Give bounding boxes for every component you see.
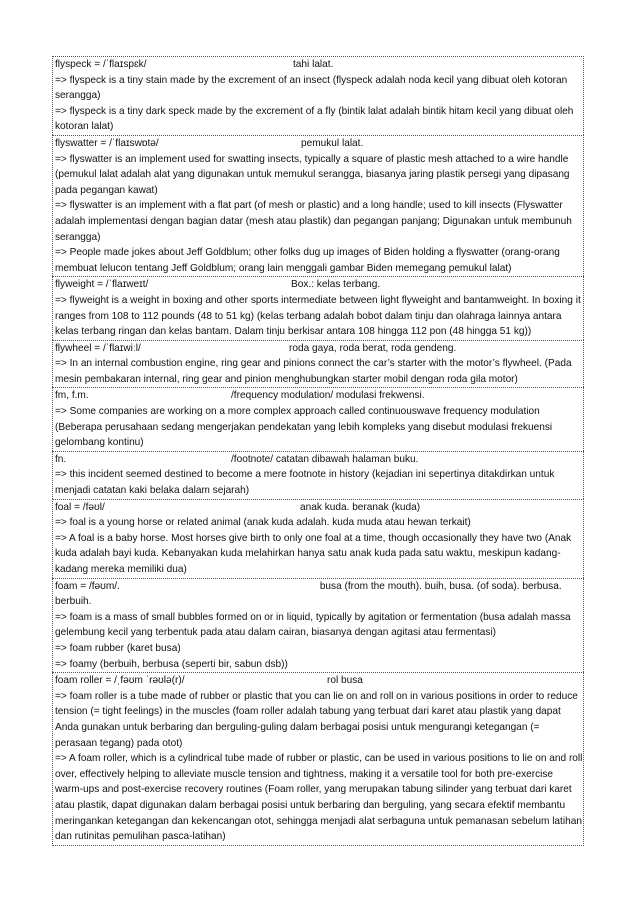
entry-term: fn. [55,453,67,465]
entry-head [55,57,583,73]
entry-fn [52,451,584,499]
entry-term: foam = /fəʊm/. [55,580,120,592]
entry-translation: /frequency modulation/ modulasi frekwensi. [231,390,425,402]
entry-term: flywheel = /ˈflaɪwiːl/ [55,342,141,354]
dictionary-table [52,56,584,846]
entry-example: => flyspeck is a tiny dark speck made by the excrement of a fly (bintik lalat adalah bintik hitam kecil yang dibuat oleh kotoran lalat) [55,105,574,133]
entry-example: => flyswatter is an implement with a flat part (of mesh or plastic) and a long handle; used to kill insects (Flyswatter adalah implementasi dengan bagian datar (mesh atau plastik) dan pegangan panjang; Digunakan untuk membunuh serangga) [55,200,572,243]
entry-example: => flyswatter is an implement used for swatting insects, typically a square of plastic mesh attached to a wire handle (pemukul lalat adalah alat yang digunakan untuk memukul serangga, biasanya jaring plastik persegi yang dipasang pada pegangan kawat) [55,153,570,196]
entry-head [55,673,583,689]
entry-translation: tahi lalat. [293,59,334,70]
entry-example: => flyspeck is a tiny stain made by the excrement of an insect (flyspeck adalah noda kecil yang dibuat oleh kotoran serangga) [55,74,568,102]
entry-example: => A foal is a baby horse. Most horses give birth to only one foal at a time, though occasionally they have two (Anak kuda adalah bayi kuda. Kebanyakan kuda melahirkan hanya satu anak kuda pada satu waktu, meskipun kadang-kadang mereka memiliki dua) [55,532,572,575]
entry-term: flyspeck = /ˈflaɪspɛk/ [55,59,147,70]
entry-translation: roda gaya, roda berat, roda gendeng. [289,342,457,354]
entry-example: => flyweight is a weight in boxing and other sports intermediate between light flyweight and bantamweight. In boxing it ranges from 108 to 112 pounds (48 to 51 kg) (kelas terbang adalah bobot dalam tinju dan olahraga lainnya antara kelas terbang ringan dan kelas bantam. Dalam tinju berkisar antara 108 hingga 112 pon (48 hingga 51 kg)) [55,294,581,338]
entry-term: flyweight = /ˈflaɪweɪt/ [55,279,149,291]
entry-term: fm, f.m. [55,390,89,402]
entry-translation: Box.: kelas terbang. [291,279,381,291]
entry-head [55,341,583,357]
entry-foam [52,578,584,673]
entry-head [55,579,583,610]
entry-term: flyswatter = /ˈflaɪswɒtə/ [55,137,159,149]
entry-head [55,136,583,152]
entry-example: => foam roller is a tube made of rubber or plastic that you can lie on and roll on in various positions in order to reduce tension (= tight feelings) in the muscles (foam roller adalah tabung yang terbuat dari karet atau plastik yang dapat Anda gunakan untuk berbaring dan berguling-guling dalam berbagai posisi untuk mengurangi ketegangan (= perasaan tegang) pada otot) [55,690,578,749]
entry-example: => foam is a mass of small bubbles formed on or in liquid, typically by agitation or fermentation (busa adalah massa gelembung kecil yang terbentuk pada atau dalam cairan, biasanya dengan agitasi atau fermentasi) [55,611,571,639]
entry-translation: busa (from the mouth). buih, busa. (of soda). berbusa. berbuih. [55,580,562,608]
entry-example: => this incident seemed destined to become a mere footnote in history (kejadian ini sepertinya ditakdirkan untuk menjadi catatan kaki belaka dalam sejarah) [55,469,555,497]
entry-flyspeck [52,56,584,135]
entry-flywheel [52,340,584,388]
entry-head [55,277,583,293]
entry-foal [52,499,584,578]
entry-foam-roller [52,672,584,846]
entry-example: => People made jokes about Jeff Goldblum; other folks dug up images of Biden holding a flyswatter (orang-orang membuat lelucon tentang Jeff Goldblum; orang lain menggali gambar Biden memegang pemukul lalat) [55,247,560,274]
entry-head [55,452,583,468]
entry-translation: pemukul lalat. [301,137,364,149]
entry-example: => foamy (berbuih, berbusa (seperti bir, sabun dsb)) [55,658,288,670]
entry-flyswatter [52,135,584,276]
entry-flyweight [52,276,584,339]
entry-translation: /footnote/ catatan dibawah halaman buku. [231,453,419,465]
entry-example: => Some companies are working on a more complex approach called continuouswave frequency modulation (Beberapa perusahaan sedang mengerjakan pendekatan yang lebih kompleks yang disebut modulasi frekuensi gelombang kontinu) [55,406,553,449]
entry-example: => foal is a young horse or related animal (anak kuda adalah. kuda muda atau hewan terkait) [55,517,471,529]
entry-example: => foam rubber (karet busa) [55,642,181,654]
entry-example: => In an internal combustion engine, ring gear and pinions connect the car’s starter with the motor’s flywheel. (Pada mesin pembakaran internal, ring gear and pinion menghubungkan starter mobil dengan roda gila motor) [55,358,572,385]
entry-fm [52,387,584,450]
entry-translation: rol busa [327,675,363,687]
entry-example: => A foam roller, which is a cylindrical tube made of rubber or plastic, can be used in various positions to lie on and roll over, effectively helping to alleviate muscle tension and tightness, making it a versatile tool for both pre-exercise warm-ups and post-exercise recovery routines (Foam roller, yang merupakan tabung silinder yang terbuat dari karet atau plastik, dapat digunakan dalam berbagai posisi untuk berbaring dan berguling, yang secara efektif membantu meringankan ketegangan dan kekencangan otot, sehingga menjadi alat serbaguna untuk pemanasan sebelum latihan dan rutinitas pemulihan pasca-latihan) [55,753,583,843]
entry-head [55,500,583,516]
entry-head [55,388,583,404]
entry-term: foal = /fəʊl/ [55,501,105,513]
entry-translation: anak kuda. beranak (kuda) [300,501,421,513]
entry-term: foam roller = /ˌfəʊm ˈrəʊlə(r)/ [55,675,185,687]
